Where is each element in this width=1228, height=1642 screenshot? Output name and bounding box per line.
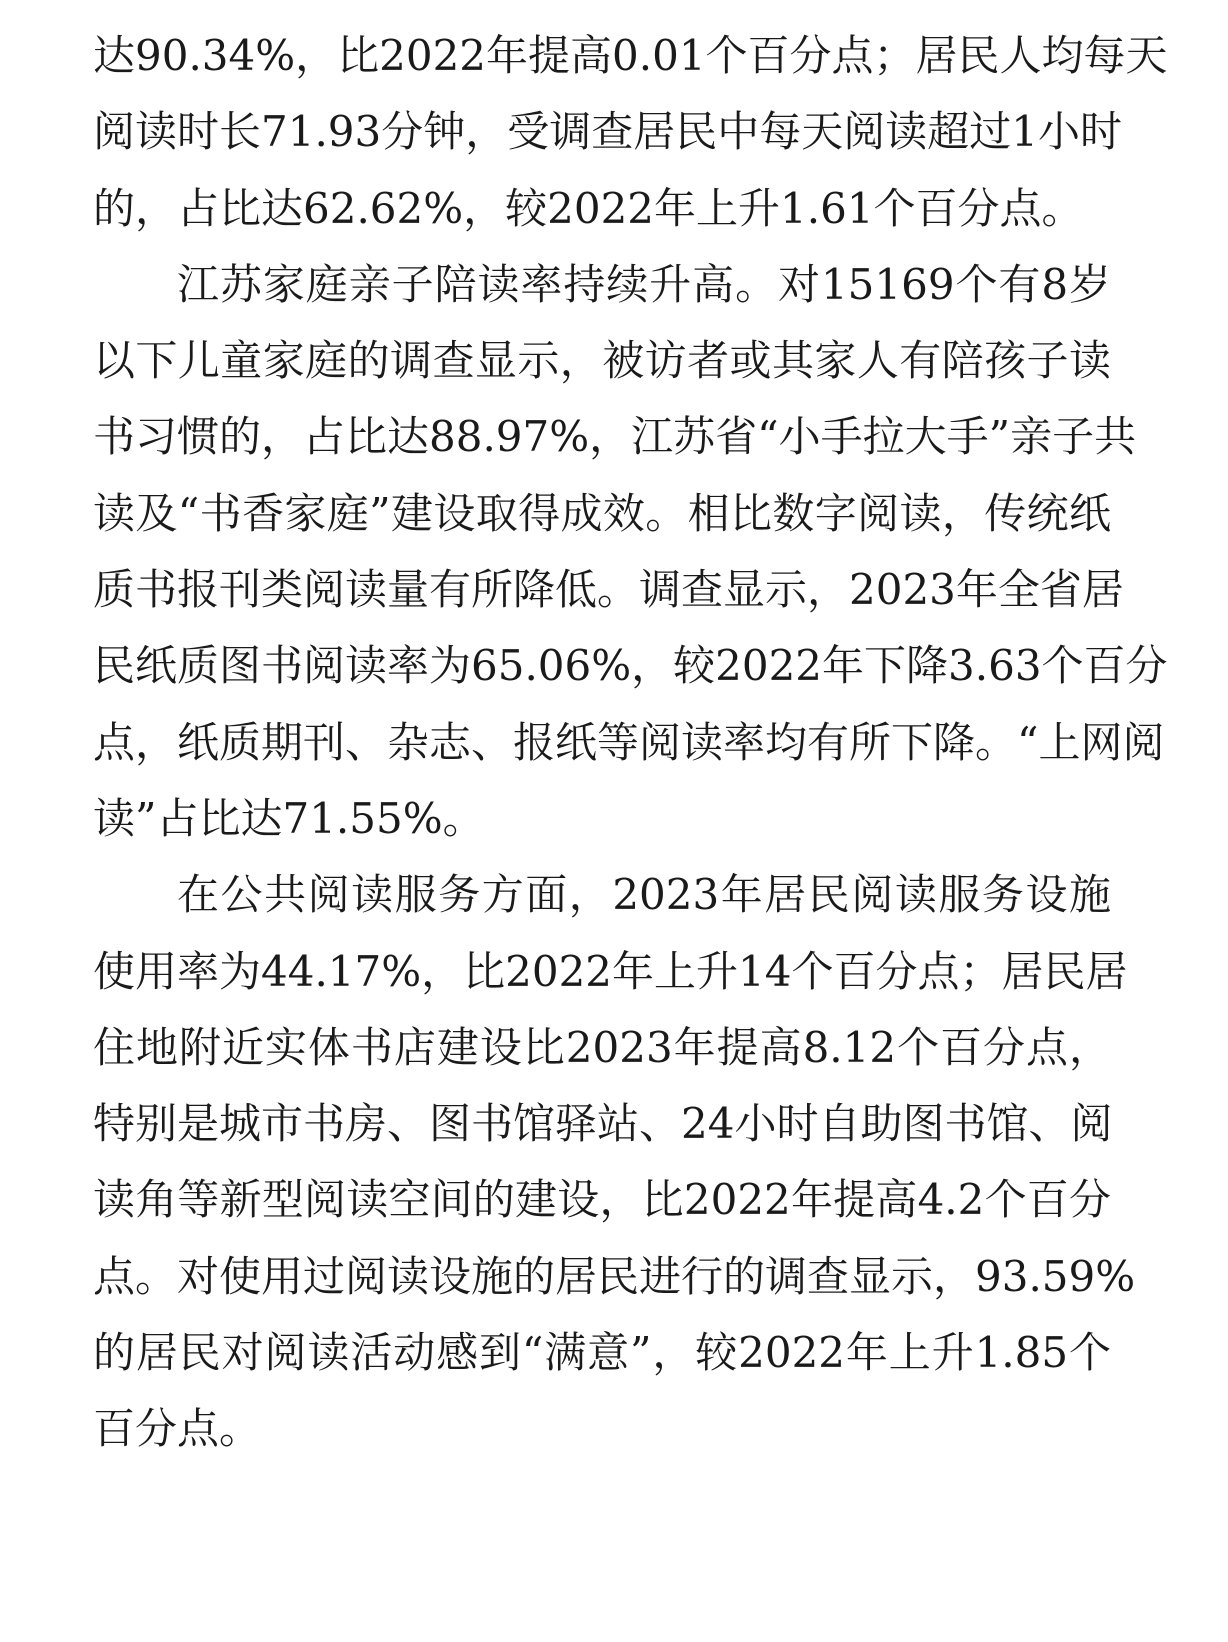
body-text bbox=[93, 18, 1168, 1468]
paragraph-2-line-4: 读及“书香家庭”建设取得成效。相比数字阅读，传统纸 bbox=[93, 488, 1111, 538]
paragraph-3-line-5: 读角等新型阅读空间的建设，比2022年提高4.2个百分 bbox=[93, 1175, 1111, 1225]
paragraph-3-line-8: 百分点。 bbox=[93, 1404, 262, 1454]
paragraph-2-line-5: 质书报刊类阅读量有所降低。调查显示，2023年全省居 bbox=[93, 565, 1124, 615]
paragraph-3-line-2: 使用率为44.17%，比2022年上升14个百分点；居民居 bbox=[93, 946, 1128, 996]
paragraph-2-line-6: 民纸质图书阅读率为65.06%，较2022年下降3.63个百分 bbox=[93, 641, 1168, 691]
paragraph-2-line-2: 以下儿童家庭的调查显示，被访者或其家人有陪孩子读 bbox=[93, 336, 1111, 386]
paragraph-1-line-3: 的，占比达62.62%，较2022年上升1.61个百分点。 bbox=[93, 183, 1084, 233]
paragraph-3-line-4: 特别是城市书房、图书馆驿站、24小时自助图书馆、阅 bbox=[93, 1099, 1113, 1149]
paragraph-3-line-1: 在公共阅读服务方面，2023年居民阅读服务设施 bbox=[177, 870, 1111, 920]
paragraph-2-line-1: 江苏家庭亲子陪读率持续升高。对15169个有8岁 bbox=[177, 259, 1111, 309]
paragraph-2-line-8: 读”占比达71.55%。 bbox=[93, 793, 485, 843]
paragraph-1-line-2: 阅读时长71.93分钟，受调查居民中每天阅读超过1小时 bbox=[93, 107, 1122, 157]
paragraph-3-line-7: 的居民对阅读活动感到“满意”，较2022年上升1.85个 bbox=[93, 1328, 1111, 1378]
paragraph-3-line-6: 点。对使用过阅读设施的居民进行的调查显示，93.59% bbox=[93, 1251, 1136, 1301]
paragraph-1-line-1: 达90.34%，比2022年提高0.01个百分点；居民人均每天 bbox=[93, 31, 1168, 80]
paragraph-3-line-3: 住地附近实体书店建设比2023年提高8.12个百分点， bbox=[93, 1022, 1111, 1072]
paragraph-2-line-3: 书习惯的，占比达88.97%，江苏省“小手拉大手”亲子共 bbox=[93, 412, 1137, 462]
paragraph-2-line-7: 点，纸质期刊、杂志、报纸等阅读率均有所下降。“上网阅 bbox=[93, 717, 1165, 767]
